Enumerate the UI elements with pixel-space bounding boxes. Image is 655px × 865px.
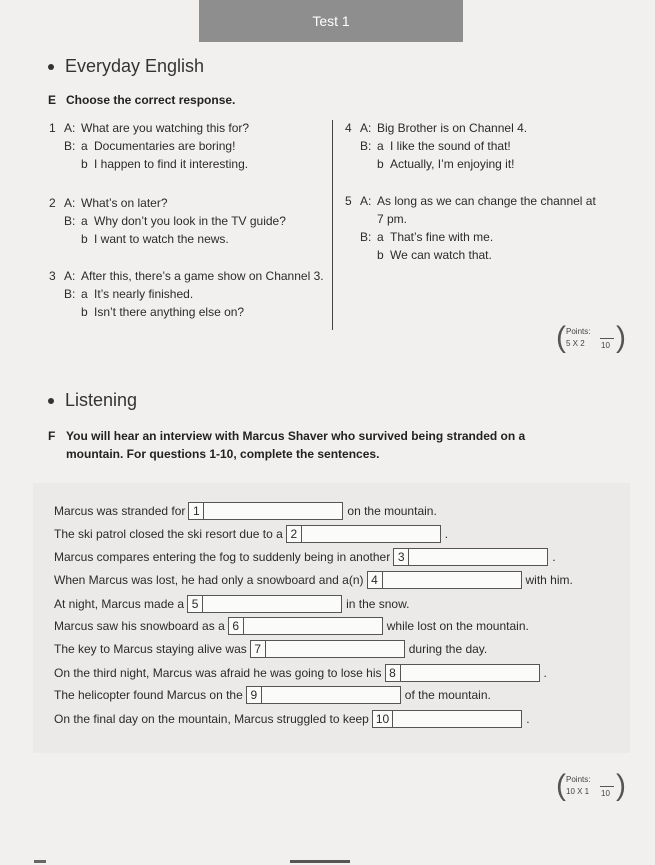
answer-box-8[interactable] [385,664,540,682]
test-title: Test 1 [312,13,350,29]
sentence-before: On the third night, Marcus was afraid he was going to lose his [54,666,382,680]
everyday-instruction [48,93,235,107]
left-paren-icon: ( [556,769,566,802]
sentence-before: At night, Marcus made a [54,597,185,611]
question-number: 1 [49,121,56,135]
answer-box-7[interactable] [250,640,405,658]
prompt-text: What are you watching this for? [81,121,250,135]
fraction-line [600,338,614,339]
points-label: Points: [566,775,591,784]
everyday-english-title: Everyday English [65,56,205,76]
question-number: 4 [345,121,352,135]
sentence-6 [54,617,529,635]
sentence-after: . [552,550,556,564]
question-2 [49,194,286,248]
prompt-text: What’s on later? [81,196,168,210]
points-total: 10 [601,341,610,350]
answer-box-4[interactable] [367,571,522,589]
sentence-after: in the snow. [346,597,410,611]
sentence-after: on the mountain. [347,504,437,518]
points-label: Points: [566,327,591,336]
sentence-after: during the day. [408,642,488,656]
option-b-letter[interactable]: b [377,248,384,262]
instruction-letter: F [48,429,56,443]
instruction-letter: E [48,93,57,107]
speaker-a: A: [64,196,76,210]
question-number: 3 [49,269,56,283]
page-footer-rule [290,860,350,863]
option-a-text[interactable]: That’s fine with me. [390,230,494,244]
sentence-7 [54,640,487,658]
answer-number: 4 [368,572,383,588]
test-header [199,0,463,42]
prompt-text: Big Brother is on Channel 4. [377,121,528,135]
option-b-text[interactable]: I happen to find it interesting. [94,157,249,171]
option-a-text[interactable]: It’s nearly finished. [94,287,194,301]
page-edge-mark [34,860,46,863]
instruction-text-line1: You will hear an interview with Marcus Shaver who survived being stranded on a [66,429,526,443]
speaker-b: B: [64,214,76,228]
speaker-b: B: [64,139,76,153]
option-b-text[interactable]: Isn’t there anything else on? [94,305,245,319]
sentence-before: The helicopter found Marcus on the [54,688,243,702]
question-number: 2 [49,196,56,210]
points-box-everyday [556,321,626,356]
prompt-text: After this, there’s a game show on Channel 3. [81,269,324,283]
answer-number: 3 [394,549,409,565]
sentence-before: The ski patrol closed the ski resort due to a [54,527,283,541]
question-5 [345,192,596,264]
sentence-8 [54,664,547,682]
sentence-after: with him. [525,573,573,587]
sentence-before: When Marcus was lost, he had only a snowboard and a(n) [54,573,364,587]
prompt-text-continued: 7 pm. [377,212,408,226]
sentence-1 [54,502,437,520]
sentence-before: On the final day on the mountain, Marcus struggled to keep [54,712,369,726]
listening-title: Listening [65,390,138,410]
answer-number: 7 [251,641,266,657]
option-b-letter[interactable]: b [81,232,88,246]
instruction-text: Choose the correct response. [66,93,236,107]
option-a-letter[interactable]: a [81,287,88,301]
answer-box-5[interactable] [187,595,342,613]
speaker-b: B: [64,287,76,301]
points-total: 10 [601,789,610,798]
sentence-before: The key to Marcus staying alive was [54,642,247,656]
question-3 [49,267,324,321]
option-b-letter[interactable]: b [81,157,88,171]
left-paren-icon: ( [556,321,566,354]
option-b-letter[interactable]: b [377,157,384,171]
speaker-a: A: [64,269,76,283]
option-a-text[interactable]: Documentaries are boring! [94,139,236,153]
answer-box-2[interactable] [286,525,441,543]
sentence-4 [54,571,573,589]
question-4 [345,119,527,173]
answer-number: 6 [229,618,244,634]
answer-number: 1 [189,503,204,519]
answer-number: 5 [188,596,203,612]
speaker-b: B: [360,230,372,244]
sentence-5 [54,595,409,613]
answer-box-9[interactable] [246,686,401,704]
column-divider [332,120,333,330]
speaker-a: A: [360,121,372,135]
sentence-10 [54,710,530,728]
speaker-a: A: [360,194,372,208]
answer-number: 8 [386,665,401,681]
answer-number: 2 [287,526,302,542]
answer-box-3[interactable] [393,548,548,566]
answer-number: 9 [247,687,262,703]
sentence-before: Marcus was stranded for [54,504,186,518]
question-number: 5 [345,194,352,208]
sentence-after: while lost on the mountain. [386,619,529,633]
option-b-text[interactable]: I want to watch the news. [94,232,229,246]
option-b-text[interactable]: Actually, I’m enjoying it! [390,157,515,171]
option-a-text[interactable]: Why don’t you look in the TV guide? [94,214,286,228]
option-a-letter[interactable]: a [81,139,88,153]
sentence-after: . [526,712,530,726]
question-1 [49,119,249,173]
right-paren-icon: ) [616,769,626,802]
answer-box-1[interactable] [188,502,343,520]
option-b-letter[interactable]: b [81,305,88,319]
listening-heading [48,390,137,411]
bullet-icon [48,64,54,70]
option-a-letter[interactable]: a [81,214,88,228]
sentence-3 [54,548,556,566]
option-a-letter[interactable]: a [377,139,384,153]
listening-instruction [48,427,525,463]
option-b-text[interactable]: We can watch that. [390,248,492,262]
speaker-b: B: [360,139,372,153]
points-box-listening [556,769,626,804]
right-paren-icon: ) [616,321,626,354]
everyday-english-heading [48,56,204,77]
sentence-after: of the mountain. [404,688,491,702]
answer-number: 10 [373,711,393,727]
fraction-line [600,786,614,787]
sentence-before: Marcus compares entering the fog to suddenly being in another [54,550,391,564]
sentence-2 [54,525,448,543]
option-a-text[interactable]: I like the sound of that! [390,139,511,153]
answer-box-10[interactable] [372,710,522,728]
points-calc: 10 X 1 [566,787,590,796]
instruction-text-line2: mountain. For questions 1-10, complete the sentences. [66,447,380,461]
sentence-9 [54,686,491,704]
sentence-after: . [444,527,449,541]
points-calc: 5 X 2 [566,339,585,348]
prompt-text: As long as we can change the channel at [377,194,596,208]
speaker-a: A: [64,121,76,135]
sentence-after: . [543,666,547,680]
option-a-letter[interactable]: a [377,230,384,244]
answer-box-6[interactable] [228,617,383,635]
bullet-icon [48,398,54,404]
sentence-before: Marcus saw his snowboard as a [54,619,225,633]
